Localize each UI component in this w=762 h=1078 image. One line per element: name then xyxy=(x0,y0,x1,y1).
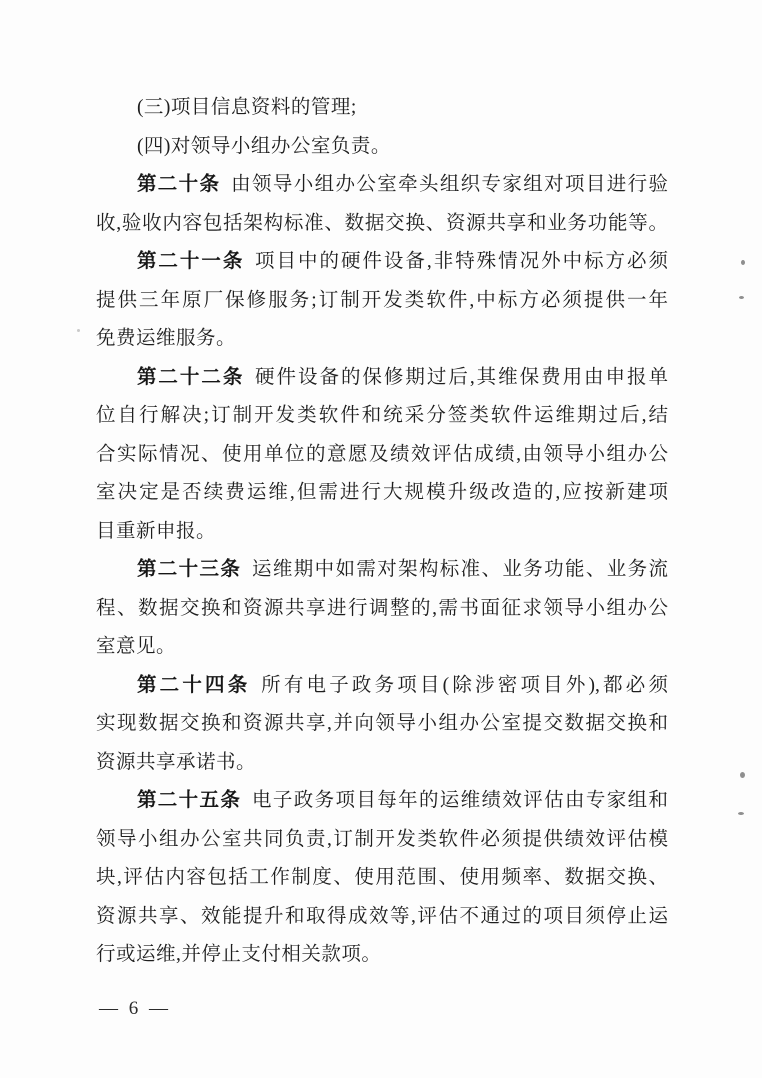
scan-speck xyxy=(77,329,80,332)
text-line: 实现数据交换和资源共享,并向领导小组办公室提交数据交换和 xyxy=(96,713,668,734)
text-line: 室决定是否续费运维,但需进行大规模升级改造的,应按新建项 xyxy=(96,482,668,503)
text-line: 资源共享承诺书。 xyxy=(96,751,257,773)
text-line: 领导小组办公室共同负责,订制开发类软件必须提供绩效评估模 xyxy=(96,828,668,850)
text-line xyxy=(96,166,668,205)
scan-speck xyxy=(739,296,744,299)
text-line: 块,评估内容包括工作制度、使用范围、使用频率、数据交换、 xyxy=(96,867,668,888)
article-number: 第二十五条 xyxy=(136,790,242,811)
text-line-body: 运维期中如需对架构标准、业务功能、业务流 xyxy=(252,559,668,580)
scan-speck xyxy=(738,812,744,815)
page-number: — 6 — xyxy=(99,998,171,1019)
scan-speck xyxy=(740,772,745,778)
article-number: 第二十四条 xyxy=(136,674,251,696)
text-line: (三)项目信息资料的管理; xyxy=(136,97,357,118)
text-line: 提供三年原厂保修服务;订制开发类软件,中标方必须提供一年 xyxy=(96,289,668,311)
text-line: (四)对领导小组办公室负责。 xyxy=(136,135,391,157)
text-line: 位自行解决;订制开发类软件和统采分签类软件运维期过后,结 xyxy=(96,405,668,426)
text-line: 资源共享、效能提升和取得成效等,评估不通过的项目须停止运 xyxy=(96,905,668,927)
text-line: 程、数据交换和资源共享进行调整的,需书面征求领导小组办公 xyxy=(96,597,668,619)
text-line-body: 项目中的硬件设备,非特殊情况外中标方必须 xyxy=(255,251,668,272)
text-line xyxy=(96,667,668,706)
text-line xyxy=(96,243,668,282)
text-line xyxy=(96,551,668,590)
text-line: 合实际情况、使用单位的意愿及绩效评估成绩,由领导小组办公 xyxy=(96,443,668,465)
text-line xyxy=(96,782,668,821)
article-number: 第二十条 xyxy=(136,174,221,195)
text-line: 目重新申报。 xyxy=(96,520,217,542)
text-line: 免费运维服务。 xyxy=(96,328,237,349)
text-line-body: 所有电子政务项目(除涉密项目外),都必须 xyxy=(261,674,668,696)
text-line-body: 硬件设备的保修期过后,其维保费用由申报单 xyxy=(255,366,668,388)
text-line: 收,验收内容包括架构标准、数据交换、资源共享和业务功能等。 xyxy=(96,212,668,234)
text-line: 行或运维,并停止支付相关款项。 xyxy=(96,944,382,965)
article-number: 第二十一条 xyxy=(136,251,245,272)
text-line-body: 由领导小组办公室牵头组织专家组对项目进行验 xyxy=(231,174,668,195)
text-line: 室意见。 xyxy=(96,636,177,657)
article-number: 第二十二条 xyxy=(136,366,245,388)
scan-speck xyxy=(741,260,745,265)
text-line xyxy=(96,359,668,398)
article-number: 第二十三条 xyxy=(136,559,242,580)
text-line-body: 电子政务项目每年的运维绩效评估由专家组和 xyxy=(252,790,668,811)
document-body xyxy=(96,89,668,975)
